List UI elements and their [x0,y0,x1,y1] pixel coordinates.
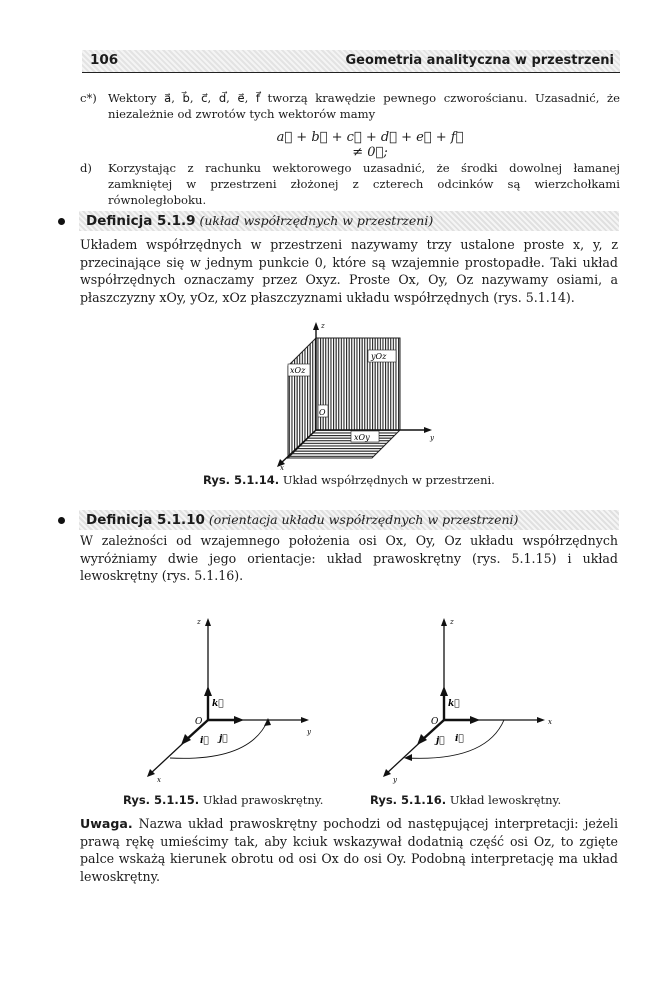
figure-15-caption [123,793,323,807]
label-origin: O [195,717,203,727]
label-i: i⃗ [455,734,464,744]
page-number: 106 [90,52,119,68]
definition-number: Definicja 5.1.10 [86,512,205,528]
exercise-c-text: Wektory a⃗, b⃗, c⃗, d⃗, e⃗, f⃗ tworzą krawędzie pewnego czworościanu. Uzasadnić, że niezależnie od zwrotów tych wektorów mamy [108,91,620,121]
definition-number: Definicja 5.1.9 [86,213,196,229]
axis-y-arrow-icon [424,427,432,433]
label-z: z [197,618,201,626]
label-xoz: xOz [290,366,306,375]
figure-coordinate-system [268,318,448,470]
label-x: x [548,718,552,726]
definition-title: (układ współrzędnych w przestrzeni) [199,213,434,228]
axis-z-arrow-icon [313,322,319,330]
definition-title: (orientacja układu współrzędnych w przestrzeni) [208,512,519,527]
label-j: j⃗ [219,734,228,744]
figure-15-number: Rys. 5.1.15. [123,793,200,807]
exercise-c-label: c*) [80,91,97,105]
figure-16-caption [370,793,561,807]
figure-16-text: Układ lewoskrętny. [449,793,562,807]
remark-text: Nazwa układ prawoskrętny pochodzi od następującej interpretacji: jeżeli prawą rękę umieścimy tak, aby kciuk wskazywał dodatnią część osi Oz, to zgięte palce wskażą kierunek obrotu od osi Ox do osi Oy. Podobną interpretację ma układ lewoskrętny. [80,816,618,884]
axis-z-arrow-icon [441,618,447,626]
label-i: i⃗ [200,736,209,746]
exercise-d-text: Korzystając z rachunku wektorowego uzasadnić, że środki dowolnej łamanej zamkniętej w przestrzeni złożonej z czterech odcinków są wierzchołkami równoległoboku. [108,161,620,207]
figure-14-text: Układ współrzędnych w przestrzeni. [282,473,495,487]
label-j: j⃗ [436,736,445,746]
label-k: k⃗ [212,699,224,709]
figure-14-number: Rys. 5.1.14. [203,473,280,487]
figure-14-caption [203,473,495,487]
label-z: z [450,618,454,626]
definition-heading [86,213,433,229]
remark [80,815,618,885]
definition-text: Układem współrzędnych w przestrzeni nazywamy trzy ustalone proste x, y, z przecinające się w jednym punkcie 0, które są wzajemnie prostopadłe. Taki układ współrzędnych oznaczamy przez Oxyz. Proste Ox, Oy, Oz nazywamy osiami, a płaszczyzny xOy, yOz, xOz płaszczyznami układu współrzędnych (rys. 5.1.14). [80,237,618,305]
page-header [82,50,620,73]
label-yoz: yOz [371,352,387,361]
figure-right-handed [140,612,330,788]
label-z: z [321,322,325,330]
label-y: y [307,728,311,736]
label-y: y [393,776,397,784]
label-k: k⃗ [448,699,460,709]
definition-bullet-icon [58,218,65,225]
chapter-title: Geometria analityczna w przestrzeni [345,53,614,68]
definition-heading [86,512,518,528]
definition-bullet-icon [58,517,65,524]
exercise-c-formula: a⃗ + b⃗ + c⃗ + d⃗ + e⃗ + f⃗ ≠ 0⃗; [276,130,464,160]
exercise-d [80,160,620,208]
exercise-c [80,90,620,122]
label-origin: O [431,717,439,727]
label-x: x [280,464,284,470]
label-xoy: xOy [354,433,370,442]
figure-16-number: Rys. 5.1.16. [370,793,447,807]
remark-label: Uwaga. [80,816,133,831]
definition-text: W zależności od wzajemnego położenia osi Ox, Oy, Oz układu współrzędnych wyróżniamy dwie jego orientacje: układ prawoskrętny (rys. 5.1.15) i układ lewoskrętny (rys. 5.1.16). [80,533,618,583]
label-x: x [157,776,161,784]
axis-x-arrow-icon [537,717,545,723]
label-origin: O [319,408,326,417]
exercise-d-label: d) [80,161,92,175]
figure-15-text: Układ prawoskrętny. [202,793,324,807]
axis-y-arrow-icon [301,717,309,723]
axis-z-arrow-icon [205,618,211,626]
label-y: y [430,434,434,442]
figure-left-handed [376,612,566,788]
